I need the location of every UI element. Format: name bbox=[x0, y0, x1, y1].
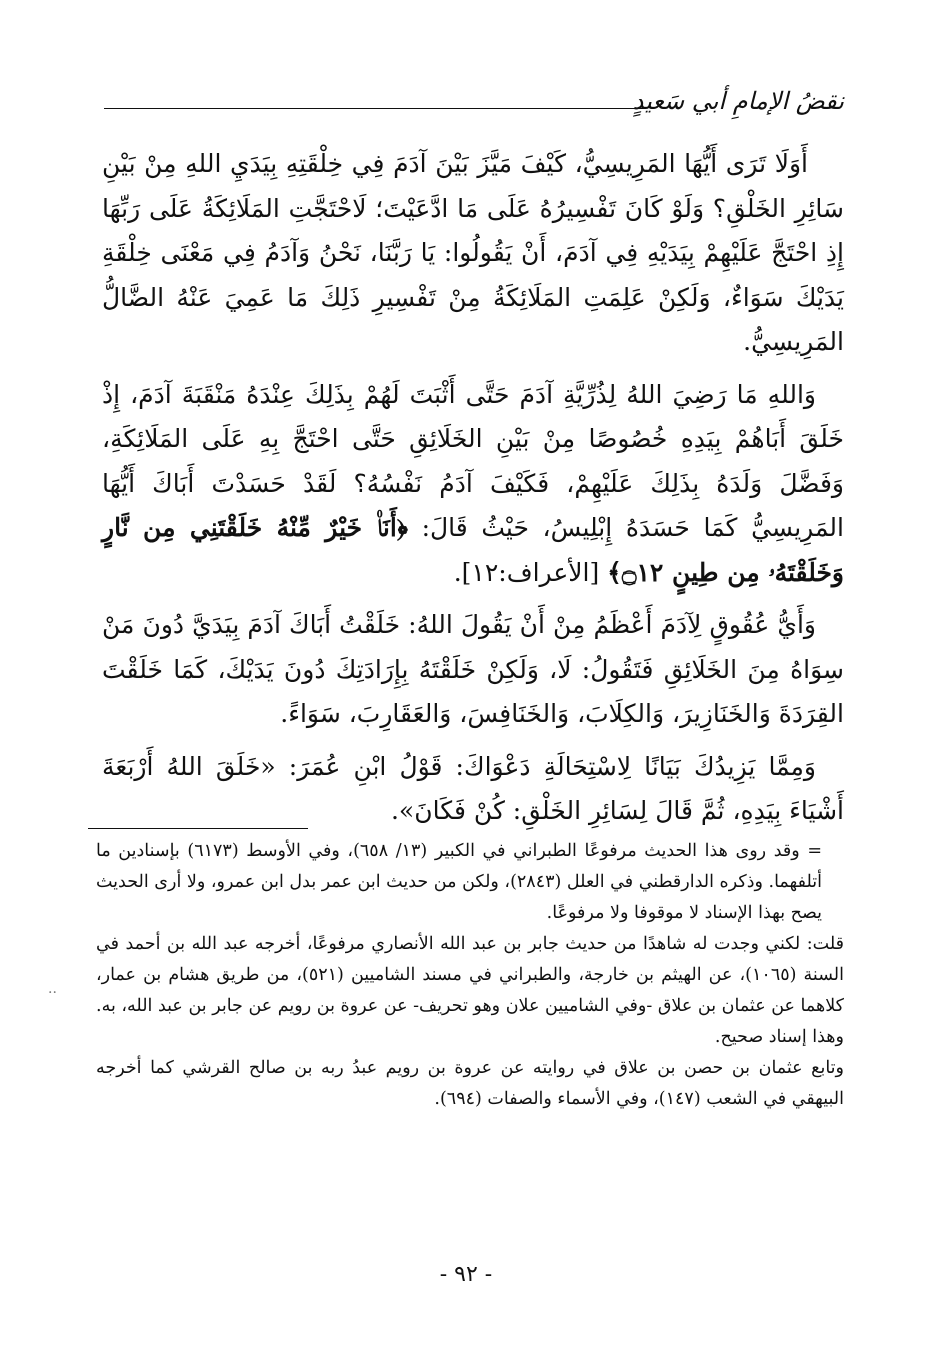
paragraph-1: أَوَلَا تَرَى أَيُّهَا المَرِيسِيُّ، كَيْفَ مَيَّزَ بَيْنَ آدَمَ فِي خِلْقَتِهِ بِيَدَيِ اللهِ مِنْ بَيْنِ سَائِرِ الخَلْقِ؟ وَلَوْ كَانَ تَفْسِيرُهُ عَلَى مَا ادَّعَيْتَ؛ لَاحْتَجَّتِ المَلَائِكَةُ عَلَى رَبِّهَا إِذِ احْتَجَّ عَلَيْهِمْ بِيَدَيْهِ فِي آدَمَ، أَنْ يَقُولُوا: يَا رَبَّنَا، نَحْنُ وَآدَمُ فِي مَعْنَى خِلْقَةِ يَدَيْكَ سَوَاءٌ، وَلَكِنْ عَلِمَتِ المَلَائِكَةُ مِنْ تَفْسِيرِ ذَلِكَ مَا عَمِيَ عَنْهُ الضَّالُّ المَرِيسِيُّ. bbox=[102, 149, 844, 356]
paragraph-4: وَمِمَّا يَزِيدُكَ بَيَانًا لِاسْتِحَالَةِ دَعْوَاكَ: قَوْلُ ابْنِ عُمَرَ: «خَلَقَ اللهُ أَرْبَعَةَ أَشْيَاءَ بِيَدِهِ، ثُمَّ قَالَ لِسَائِرِ الخَلْقِ: كُنْ فَكَانَ». bbox=[102, 751, 844, 825]
paragraph-2-text: وَاللهِ مَا رَضِيَ اللهُ لِذُرِّيَّةِ آدَمَ حَتَّى أَثْبَتَ لَهُمْ بِذَلِكَ عِنْدَهُ مَنْقَبَةَ آدَمَ، إِذْ خَلَقَ أَبَاهُمْ بِيَدِهِ خُصُوصًا مِنْ بَيْنِ الخَلَائِقِ حَتَّى احْتَجَّ بِهِ عَلَى المَلَائِكَةِ، وَفَضَّلَ وَلَدَهُ بِذَلِكَ عَلَيْهِمْ، فَكَيْفَ آدَمُ نَفْسُهُ؟ لَقَدْ حَسَدْتَ أَبَاكَ أَيُّهَا المَرِيسِيُّ كَمَا حَسَدَهُ إِبْلِيسُ، حَيْثُ قَالَ: bbox=[102, 379, 844, 542]
footnote-follow-up: وتابع عثمان بن حصن بن علاق في روايته عن عروة بن رويم عبدُ ربه بن صالح القرشي كما أخرجه البيهقي في الشعب (١٤٧)، وفي الأسماء والصفات (٦٩٤). bbox=[96, 1058, 844, 1109]
quran-reference: [الأعراف:١٢]. bbox=[453, 557, 600, 587]
main-text bbox=[102, 142, 844, 842]
paragraph-2 bbox=[102, 373, 844, 596]
header-title: نقضُ الإمامِ أبي سَعيدٍ bbox=[632, 87, 844, 115]
paragraph-3: وَأَيُّ عُقُوقٍ لِآدَمَ أَعْظَمُ مِنْ أَنْ يَقُولَ اللهُ: خَلَقْتُ أَبَاكَ آدَمَ بِيَدَيَّ دُونَ مَنْ سِوَاهُ مِنَ الخَلَائِقِ فَتَقُولُ: لَا، وَلَكِنْ خَلَقْتَهُ بِإِرَادَتِكَ دُونَ يَدَيْكَ، كَمَا خَلَقْتَ القِرَدَةَ وَالخَنَازِيرَ، وَالكِلَابَ، وَالخَنَافِسَ، وَالعَقَارِبَ، سَوَاءً. bbox=[102, 610, 844, 728]
page-number: - ٩٢ - bbox=[439, 1262, 493, 1287]
footnote-continuation: = وقد روى هذا الحديث مرفوعًا الطبراني في الكبير (١٣/ ٦٥٨)، وفي الأوسط (٦١٧٣) بإسنادين ما أتلفهما. وذكره الدارقطني في العلل (٢٨٤٣)، ولكن من حديث ابن عمر بدل ابن عمرو، ولا أرى الحديث يصح بهذا الإسناد لا موقوفا ولا مرفوعًا. bbox=[96, 841, 822, 923]
running-header bbox=[104, 86, 844, 126]
footnote-note: قلت: لكني وجدت له شاهدًا من حديث جابر بن عبد الله الأنصاري مرفوعًا، أخرجه عبد الله بن أحمد في السنة (١٠٦٥)، عن الهيثم بن خارجة، والطبراني في مسند الشاميين (٥٢١)، من طريق هشام بن عمار، كلاهما عن عثمان بن علاق -وفي الشاميين علان وهو تحريف- عن عروة بن رويم عن جابر بن عبد الله، به. وهذا إسناد صحيح. bbox=[96, 934, 845, 1047]
header-rule bbox=[104, 108, 644, 109]
margin-mark: ·· bbox=[48, 985, 57, 1001]
quran-quote: ﴿أَنَا۠ خَيْرٌ مِّنْهُ خَلَقْتَنِي مِن نَّارٍ وَخَلَقْتَهُۥ مِن طِينٍ ۝١٢﴾ bbox=[102, 513, 844, 587]
footnote-separator bbox=[88, 828, 308, 829]
footnotes bbox=[96, 836, 844, 1115]
